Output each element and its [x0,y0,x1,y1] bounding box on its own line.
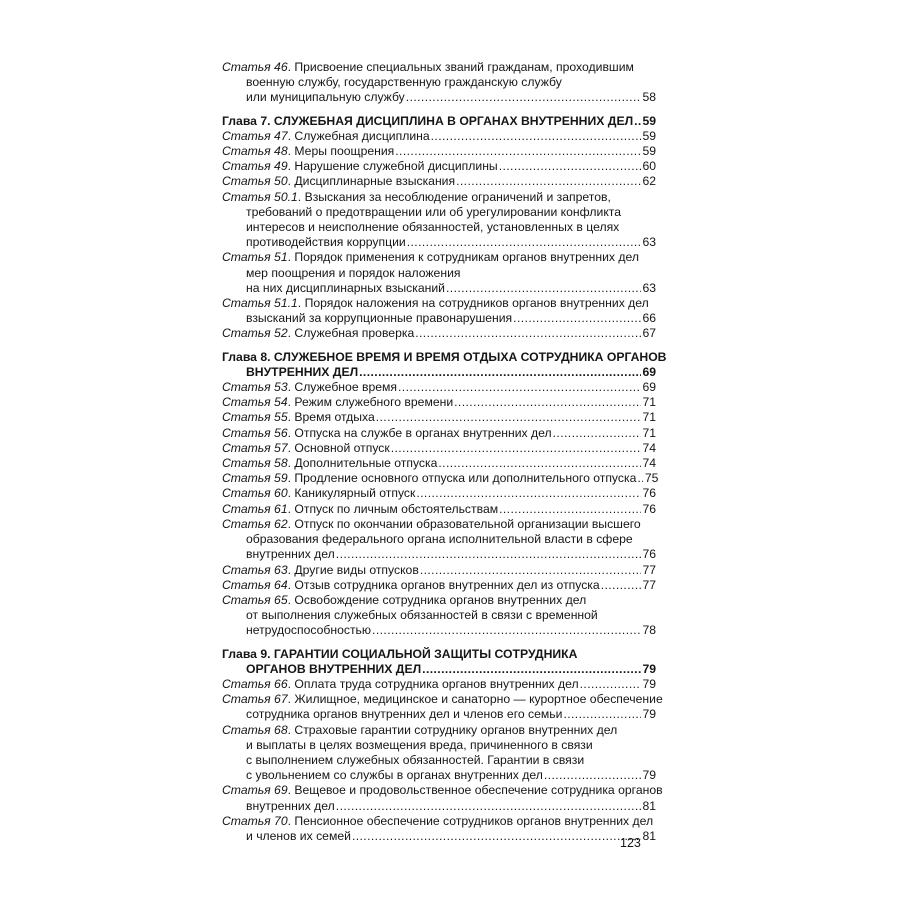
toc-line: Статья 63. Другие виды отпусков ..... 77 [222,563,656,578]
dot-leader [395,144,641,159]
toc-article[interactable] [222,456,656,471]
article-title: требований о предотвращении или об урегулировании конфликта [246,204,622,219]
toc-line [222,799,656,814]
article-label: Статья 58 [222,456,288,471]
chapter-label: Глава 9 [222,646,268,661]
dot-leader [563,707,641,722]
article-label: Статья 70 [222,813,288,828]
toc-article[interactable] [222,517,656,563]
article-label: Статья 50 [222,174,288,189]
toc-line: Статья 47. Служебная дисциплина ..... 59 [222,129,656,144]
article-label: Статья 46 [222,60,288,74]
toc-article[interactable] [222,190,656,251]
toc-article[interactable] [222,471,659,486]
toc-line: Глава 7. СЛУЖЕБНАЯ ДИСЦИПЛИНА В ОРГАНАХ ВНУТРЕННИХ ДЕЛ ..... 59 [222,114,656,129]
toc-page-number: 77 [642,562,656,577]
toc-chapter[interactable] [222,349,667,380]
toc-page-number: 59 [642,113,656,128]
article-title: Продление основного отпуска или дополнительного отпуска [294,471,637,486]
article-title: взысканий за коррупционные правонарушения [246,311,513,326]
dot-leader [431,129,641,144]
article-title: образования федерального органа исполнительной власти в сфере [246,532,633,547]
chapter-label: Глава 8 [222,349,268,364]
toc-line [222,738,656,753]
toc-page-number: 79 [642,707,656,722]
toc-article[interactable] [222,677,656,692]
toc-line [222,768,656,783]
toc-line: Статья 49. Нарушение служебной дисциплины ..... 60 [222,159,656,174]
dot-leader [391,441,641,456]
toc-article[interactable] [222,692,663,722]
article-label: Статья 65 [222,592,288,607]
article-title: на них дисциплинарных взысканий [246,280,445,295]
article-label: Статья 52 [222,326,288,341]
dot-leader [376,410,641,425]
article-title: военную службу, государственную гражданскую службу [246,75,562,90]
article-title: Освобождение сотрудника органов внутренних дел [294,592,587,607]
toc-line [222,311,656,326]
toc-page-number: 75 [644,471,659,486]
article-title: Служебная дисциплина [294,128,430,143]
toc-line: Статья 68. Страховые гарантии сотруднику органов внутренних дел [222,722,618,737]
toc-line: Статья 66. Оплата труда сотрудника органов внутренних дел ..... 79 [222,677,656,692]
toc-line [222,365,656,380]
toc-line: Статья 46. Присвоение специальных званий гражданам, проходившим [222,60,634,74]
toc-line [222,266,656,281]
toc-line: Статья 57. Основной отпуск ..... 74 [222,441,656,456]
toc-line: Статья 55. Время отдыха ..... 71 [222,410,656,425]
toc-page-number: 79 [642,676,656,691]
chapter-title: ОРГАНОВ ВНУТРЕННИХ ДЕЛ [246,661,422,676]
article-title: Отпуск по окончании образовательной организации высшего [294,516,641,531]
toc-page-number: 79 [642,768,656,783]
chapter-label: Глава 7 [222,113,268,128]
toc-line: Статья 51.1. Порядок наложения на сотрудников органов внутренних дел [222,296,649,311]
article-title: Вещевое и продовольственное обеспечение сотрудника органов [294,783,663,798]
dot-leader [499,502,641,517]
toc-line: Статья 51. Порядок применения к сотрудникам органов внутренних дел [222,250,639,265]
toc-line: Статья 62. Отпуск по окончании образовательной организации высшего [222,516,641,531]
article-title: мер поощрения и порядок наложения [246,265,461,280]
toc-line [222,235,656,250]
toc-article[interactable] [222,814,656,844]
toc-page-number: 74 [642,440,656,455]
toc-line [222,707,656,722]
toc-line [222,281,656,296]
toc-article[interactable] [222,250,656,296]
article-label: Статья 61 [222,501,288,516]
toc-article[interactable] [222,502,656,517]
article-title: с выполнением служебных обязанностей. Гарантии в связи [246,752,585,767]
dot-leader [553,426,641,441]
article-title: Отпуск по личным обстоятельствам [294,501,499,516]
toc-line: Статья 69. Вещевое и продовольственное обеспечение сотрудника органов [222,783,663,798]
toc-page-number: 59 [642,144,656,159]
article-label: Статья 50.1 [222,189,298,204]
toc-line [222,532,656,547]
toc-line [222,753,656,768]
article-title: противодействия коррупции [246,235,406,250]
article-title: внутренних дел [246,547,335,562]
article-label: Статья 56 [222,425,288,440]
article-title: Страховые гарантии сотруднику органов внутренних дел [294,722,618,737]
toc-article[interactable] [222,326,656,341]
dot-leader [336,547,641,562]
dot-leader [446,281,641,296]
dot-leader [422,662,641,677]
article-title: Служебное время [294,380,397,395]
article-title: внутренних дел [246,798,335,813]
dot-leader [352,829,641,844]
dot-leader [416,486,641,501]
toc-page-number: 76 [642,547,656,562]
article-title: Режим служебного времени [294,395,454,410]
article-title: Дисциплинарные взыскания [294,174,456,189]
toc-line: Статья 58. Дополнительные отпуска ..... 74 [222,456,656,471]
dot-leader [359,365,641,380]
toc-page-number: 66 [642,311,656,326]
toc-line [222,547,656,562]
toc-line: Статья 67. Жилищное, медицинское и санаторно — курортное обеспечение [222,692,663,707]
toc-page-number: 67 [642,326,656,341]
dot-leader [513,311,641,326]
dot-leader [398,380,641,395]
dot-leader [454,395,641,410]
article-title: Каникулярный отпуск [294,486,416,501]
article-label: Статья 55 [222,410,288,425]
toc-line: Статья 50. Дисциплинарные взыскания ..... 62 [222,174,656,189]
toc-page-number: 71 [642,425,656,440]
toc-page-number: 69 [642,364,656,379]
dot-leader [415,326,641,341]
dot-leader [456,174,641,189]
article-label: Статья 68 [222,722,288,737]
toc-article[interactable] [222,593,656,639]
toc-article[interactable] [222,723,656,784]
article-title: Пенсионное обеспечение сотрудников органов внутренних дел [294,813,654,828]
toc-page-number: 60 [642,159,656,174]
toc-page-number: 63 [642,280,656,295]
toc-chapter[interactable] [222,114,656,129]
toc-article[interactable] [222,441,656,456]
article-title: от выполнения служебных обязанностей в связи с временной [246,608,598,623]
toc-line: Статья 61. Отпуск по личным обстоятельствам ..... 76 [222,502,656,517]
article-title: Оплата труда сотрудника органов внутренних дел [294,676,579,691]
chapter-spacer [222,342,656,350]
article-label: Статья 67 [222,692,288,707]
article-label: Статья 64 [222,577,288,592]
article-label: Статья 48 [222,144,288,159]
dot-leader [580,677,641,692]
toc-article[interactable] [222,426,656,441]
toc-line: Статья 64. Отзыв сотрудника органов внутренних дел из отпуска ..... 77 [222,578,656,593]
toc-page-number: 76 [642,501,656,516]
article-title: интересов и неисполнение обязанностей, установленных в целях [246,220,620,235]
toc-chapter[interactable] [222,647,656,677]
toc-article[interactable] [222,159,656,174]
toc-article[interactable] [222,395,656,410]
article-title: с увольнением со службы в органах внутренних дел [246,768,543,783]
toc-line [222,829,656,844]
toc-article[interactable] [222,486,656,501]
toc-article[interactable] [222,563,656,578]
toc-page-number: 74 [642,456,656,471]
toc-page-number: 81 [642,828,656,843]
article-title: нетрудоспособностью [246,623,372,638]
article-title: Меры поощрения [294,144,395,159]
toc-page-number: 81 [642,798,656,813]
article-title: Нарушение служебной дисциплины [294,159,498,174]
toc-line: Статья 59. Продление основного отпуска или дополнительного отпуска ..... 75 [222,471,656,486]
dot-leader [420,563,641,578]
dot-leader [499,159,641,174]
article-title: или муниципальную службу [246,90,405,105]
toc-article[interactable] [222,296,656,326]
toc-page-number: 71 [642,410,656,425]
toc-line: Статья 50.1. Взыскания за несоблюдение ограничений и запретов, [222,189,611,204]
toc-page-number: 58 [642,90,656,105]
toc-line: Статья 53. Служебное время ..... 69 [222,380,656,395]
toc-line: Глава 9. ГАРАНТИИ СОЦИАЛЬНОЙ ЗАЩИТЫ СОТРУДНИКА [222,646,578,661]
toc-page-number: 63 [642,235,656,250]
article-title: Дополнительные отпуска [294,456,438,471]
article-label: Статья 62 [222,516,288,531]
dot-leader [438,456,641,471]
article-title: и членов их семей [246,828,351,843]
dot-leader [601,578,641,593]
article-label: Статья 53 [222,380,288,395]
article-label: Статья 69 [222,783,288,798]
chapter-title: СЛУЖЕБНАЯ ДИСЦИПЛИНА В ОРГАНАХ ВНУТРЕННИХ ДЕЛ [273,113,634,128]
dot-leader [407,235,641,250]
article-label: Статья 54 [222,395,288,410]
article-label: Статья 57 [222,440,288,455]
table-of-contents [222,60,667,844]
toc-line [222,220,656,235]
toc-line: Статья 56. Отпуска на службе в органах внутренних дел ..... 71 [222,426,656,441]
toc-line: Статья 65. Освобождение сотрудника органов внутренних дел [222,592,587,607]
chapter-spacer [222,106,656,114]
article-title: Порядок наложения на сотрудников органов внутренних дел [304,296,649,311]
article-label: Статья 66 [222,676,288,691]
dot-leader [544,768,641,783]
toc-line: Глава 8. СЛУЖЕБНОЕ ВРЕМЯ И ВРЕМЯ ОТДЫХА СОТРУДНИКА ОРГАНОВ [222,349,667,364]
toc-line [222,75,656,90]
article-title: сотрудника органов внутренних дел и членов его семьи [246,707,563,722]
chapter-title: СЛУЖЕБНОЕ ВРЕМЯ И ВРЕМЯ ОТДЫХА СОТРУДНИКА ОРГАНОВ [273,349,667,364]
toc-line: Статья 60. Каникулярный отпуск ..... 76 [222,486,656,501]
dot-leader [336,799,641,814]
article-label: Статья 59 [222,471,288,486]
article-title: Присвоение специальных званий гражданам, проходившим [294,60,634,74]
toc-article[interactable] [222,410,656,425]
article-title: Другие виды отпусков [294,562,419,577]
toc-line [222,90,656,105]
toc-article[interactable] [222,380,656,395]
article-label: Статья 47 [222,128,288,143]
toc-page-number: 71 [642,395,656,410]
toc-page-number: 78 [642,623,656,638]
toc-page-number: 59 [642,128,656,143]
toc-article[interactable] [222,60,656,106]
toc-page-number: 77 [642,577,656,592]
article-title: Время отдыха [294,410,375,425]
chapter-spacer [222,639,656,647]
toc-line: Статья 70. Пенсионное обеспечение сотрудников органов внутренних дел [222,813,654,828]
toc-article[interactable] [222,578,656,593]
toc-article[interactable] [222,144,656,159]
toc-article[interactable] [222,129,656,144]
toc-line: Статья 48. Меры поощрения ..... 59 [222,144,656,159]
toc-page-number: 62 [642,174,656,189]
article-title: Служебная проверка [294,326,415,341]
page-number: 123 [620,836,641,850]
article-title: Отзыв сотрудника органов внутренних дел из отпуска [294,577,600,592]
article-label: Статья 63 [222,562,288,577]
article-label: Статья 60 [222,486,288,501]
article-label: Статья 49 [222,159,288,174]
article-title: Взыскания за несоблюдение ограничений и запретов, [304,189,611,204]
article-label: Статья 51 [222,250,288,265]
toc-page-number: 76 [642,486,656,501]
toc-line [222,623,656,638]
toc-line: Статья 52. Служебная проверка ..... 67 [222,326,656,341]
article-title: и выплаты в целях возмещения вреда, причиненного в связи [246,737,593,752]
toc-page-number: 79 [642,661,656,676]
toc-article[interactable] [222,783,663,813]
dot-leader [634,114,641,129]
chapter-title: ГАРАНТИИ СОЦИАЛЬНОЙ ЗАЩИТЫ СОТРУДНИКА [273,646,578,661]
article-title: Жилищное, медицинское и санаторно — курортное обеспечение [294,692,663,707]
article-title: Основной отпуск [294,440,390,455]
toc-page-number: 69 [642,380,656,395]
dot-leader [372,623,641,638]
dot-leader [637,471,643,486]
toc-article[interactable] [222,174,656,189]
toc-line [222,608,656,623]
toc-line [222,205,656,220]
article-label: Статья 51.1 [222,296,298,311]
dot-leader [406,90,641,105]
toc-line: Статья 54. Режим служебного времени ..... 71 [222,395,656,410]
chapter-title: ВНУТРЕННИХ ДЕЛ [246,364,359,379]
article-title: Порядок применения к сотрудникам органов внутренних дел [294,250,639,265]
toc-line [222,662,656,677]
article-title: Отпуска на службе в органах внутренних дел [294,425,552,440]
